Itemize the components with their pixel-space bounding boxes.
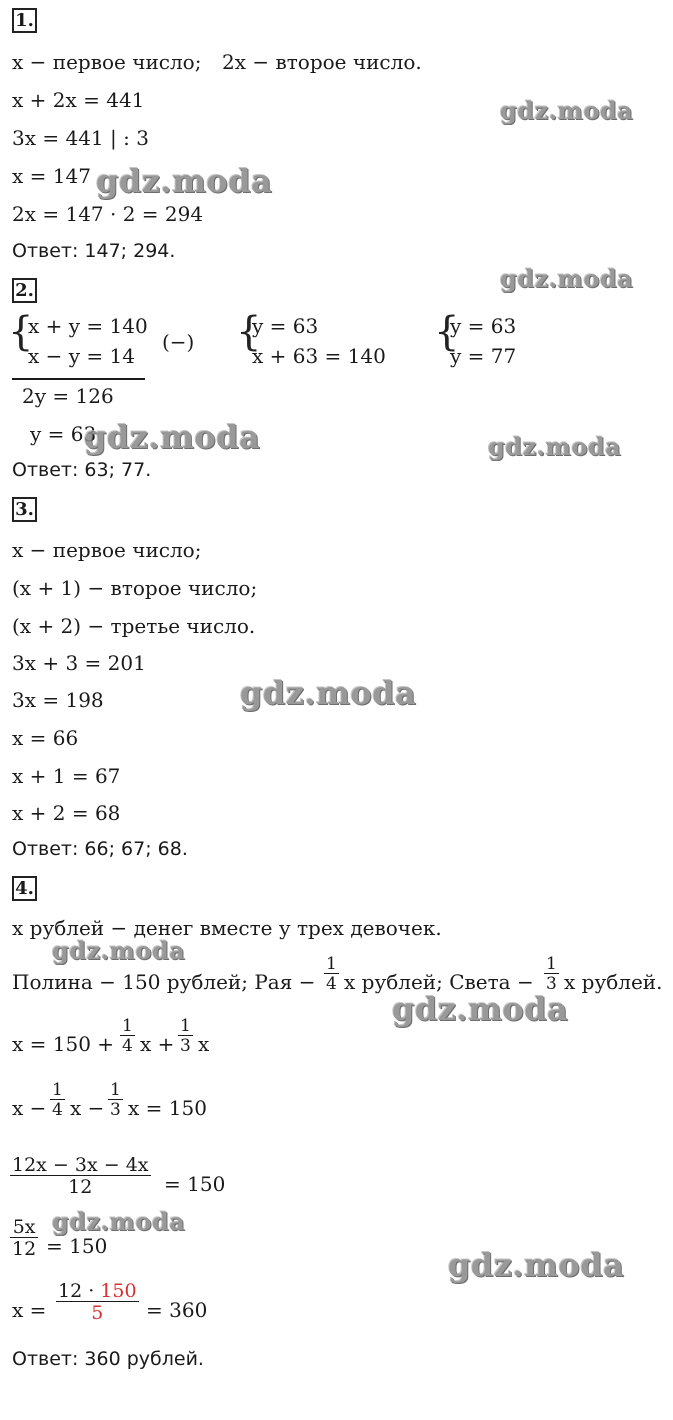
p4-eq5-den: 5 [56,1301,139,1323]
p3-equation-2: 3x = 198 [12,688,104,712]
p2-sum-rule [12,378,145,380]
p4-eq5-right: = 360 [146,1298,208,1322]
p4-eq5-fraction [56,1282,139,1323]
watermark-logo: gdz.moda [500,264,634,293]
watermark-logo: gdz.moda [52,1207,186,1236]
p4-eq5-num-highlight: 150 [100,1280,137,1302]
problem-number-4: 4. [12,876,37,901]
problem-number-2: 2. [12,278,37,303]
p4-answer: Ответ: 360 рублей. [12,1348,204,1370]
p4-eq1-left: x = 150 + [12,1032,115,1056]
p4-line-2b: x рублей; Света − [344,970,534,994]
watermark-logo: gdz.moda [52,936,186,965]
p2-system3-eq1: y = 63 [450,314,517,338]
p2-system2-eq1: y = 63 [252,314,319,338]
p1-line-1b: 2x − второе число. [222,50,422,74]
p4-line-2c: x рублей. [564,970,663,994]
watermark-logo: gdz.moda [240,674,417,712]
p4-eq3-right: = 150 [164,1172,226,1196]
p1-line-1a: x − первое число; [12,50,202,74]
p4-eq2-frac2: $\frac{1}{3}$ [110,1080,121,1120]
p2-answer: Ответ: 63; 77. [12,459,152,481]
p4-fraction-one-fourth: $\frac{1}{4}$ [326,954,337,994]
p4-eq1-frac1: $\frac{1}{4}$ [122,1016,133,1056]
p1-equation-3: x = 147 [12,164,91,188]
p3-equation-4: x + 1 = 67 [12,764,121,788]
p4-eq1-frac2: $\frac{1}{3}$ [180,1016,191,1056]
watermark-logo: gdz.moda [84,418,261,456]
p3-equation-3: x = 66 [12,726,79,750]
p4-eq5-num-part: 12 · [58,1280,101,1302]
watermark-logo: gdz.moda [96,162,273,200]
p2-system1-eq1: x + y = 140 [28,314,148,338]
p3-equation-1: 3x + 3 = 201 [12,651,146,675]
p4-eq2-mid: x − [70,1096,105,1120]
p3-line-3: (x + 2) − третье число. [12,614,256,638]
p3-line-1: x − первое число; [12,538,202,562]
p4-fraction-one-third: $\frac{1}{3}$ [546,954,557,994]
watermark-logo: gdz.moda [500,96,634,125]
p4-eq5-left: x = [12,1298,47,1322]
p4-eq2-left: x − [12,1096,47,1120]
p3-line-2: (x + 1) − второе число; [12,576,258,600]
system-brace-3: { [434,309,460,355]
p4-eq4-right: = 150 [46,1234,108,1258]
p2-sum: 2y = 126 [22,384,114,408]
p2-subtract-sign: (−) [162,330,195,354]
p4-line-2a: Полина − 150 рублей; Рая − [12,970,316,994]
p1-answer: Ответ: 147; 294. [12,240,176,262]
problem-number-3: 3. [12,497,37,522]
p1-equation-1: x + 2x = 441 [12,88,145,112]
p1-equation-4: 2x = 147 · 2 = 294 [12,202,204,226]
p4-eq1-mid: x + [140,1032,175,1056]
system-brace-1: { [8,309,34,355]
p4-eq1-right: x [198,1032,210,1056]
watermark-logo: gdz.moda [488,432,622,461]
p1-equation-2: 3x = 441 | : 3 [12,126,149,150]
watermark-logo: gdz.moda [448,1246,625,1284]
p3-equation-5: x + 2 = 68 [12,801,121,825]
p4-eq3-fraction: $\frac{12x - 3x - 4x}{12}$ [12,1154,149,1198]
p3-answer: Ответ: 66; 67; 68. [12,838,188,860]
p4-eq2-frac1: $\frac{1}{4}$ [52,1080,63,1120]
system-brace-2: { [236,309,262,355]
p2-system2-eq2: x + 63 = 140 [252,344,386,368]
p2-system3-eq2: y = 77 [450,344,517,368]
problem-number-1: 1. [12,8,37,33]
p4-line-1: x рублей − денег вместе у трех девочек. [12,916,442,940]
p4-eq2-right: x = 150 [128,1096,207,1120]
p2-system1-eq2: x − y = 14 [28,344,135,368]
p4-eq4-fraction: $\frac{5x}{12}$ [12,1216,37,1260]
p2-y-value: y = 63 [30,422,97,446]
watermark-logo: gdz.moda [392,990,569,1028]
